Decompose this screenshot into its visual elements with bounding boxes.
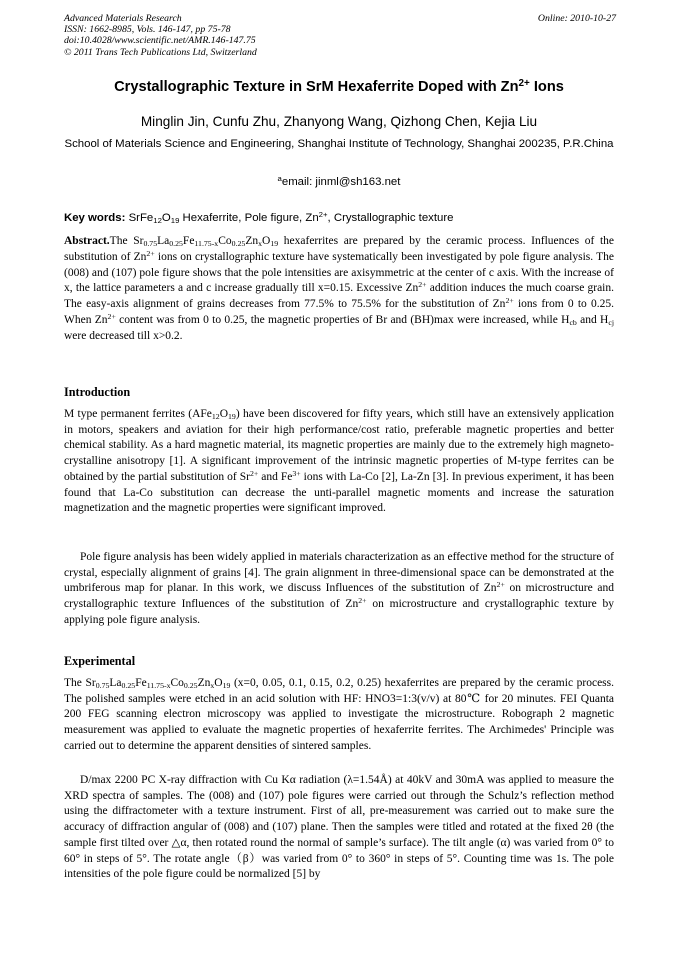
experimental-paragraph-2: D/max 2200 PC X-ray diffraction with Cu Kα radiation (λ=1.54Å) at 40kV and 30mA was applied to measure the XRD spectra of samples. The (008) and (107) pole figures were carried out through the Schulz’s reflection method using the diffractometer with a texture instrument. First of all, pre-measurement was carried out to make sure the accuracy of diffraction angular of (008) and (107) plane. Then the samples were titled and rotated at the fixed 2θ (the sample first tilted over △α, then rotated round the normal of sample’s surface). The tilt angle (α) was varied from 0° to 60° in steps of 5°. The rotate angle（β）was varied from 0° to 360° in steps of 5°. Counting time was 1s. The pole intensities of the pole figure could be normalized [5] by xyxy=(64,774,614,881)
author: Qizhong Chen xyxy=(390,114,478,129)
experimental-paragraph-1: The $Sr_{0.75}La_{0.25}Fe_{11.75-x}Co_{0.25}Zn_xO_{19}$ (x=0, 0.05, 0.1, 0.15, 0.2, 0.25) hexaferrites are prepared by the ceramic process. The polished samples were etched in an acid solution with HF: HNO3=1:3(v/v) at 80℃ for 20 minutes. FEI Quanta 200 FEG scanning electron microscopy was applied to investigate the microstructure. Robograph 2 magnetic measurement was applied to evaluate the magnetic properties of hexaferrite ferrites. The Archimedes' Principle was carried out to determine the apparent densities of sintered samples. xyxy=(64,677,614,752)
affiliation: School of Materials Science and Engineering, Shanghai Institute of Technology, Shanghai 200235, P.R.China xyxy=(64,138,614,150)
author: Minglin Jin xyxy=(140,114,206,129)
online-date: Online: 2010-10-27 xyxy=(537,13,616,24)
copyright-line: © 2011 Trans Tech Publications Ltd, Switzerland xyxy=(64,46,257,58)
author: Kejia Liu xyxy=(484,114,538,129)
introduction-paragraph-1: M type permanent ferrites $(AFe_{12}O_{19})$ have been discovered for fifty years, which still have an extensively application in motors, speakers and aviation for their high performance/cost ratio, preferable magnetic properties and better chemical stability. As a hard magnetic material, its magnetic properties are mainly due to the extremely high magneto-crystalline anisotropy [1]. A significant improvement of the intrinsic magnetic properties of M-type ferrites can be obtained by the partial substitution of $Sr^{2+}$ and $Fe^{3+}$ ions with La-Co [2], La-Zn [3]. In previous experiment, it has been found that La-Co substitution can decrease the unti-parallel magnetic moments and increase the saturation magnetization and the magnetic properties were significant improved. xyxy=(64,408,614,515)
author-list: Minglin Jin, Cunfu Zhu, Zhanyong Wang, Qizhong Chen, Kejia Liu xyxy=(140,114,538,129)
journal-name: Advanced Materials Research xyxy=(64,13,182,24)
doi-line: doi:10.4028/www.scientific.net/AMR.146-147.75 xyxy=(64,35,256,47)
introduction-paragraph-2: Pole figure analysis has been widely applied in materials characterization as an effective method for the structure of crystal, especially alignment of grains [4]. The grain alignment in three-dimensional space can be demonstrated at the umbriferous map for planar. In this work, we discuss Influences of the substitution of $Zn^{2+}$ on microstructure and crystallographic texture Influences of the substitution of $Zn^{2+}$ on microstructure and crystallographic texture by applying pole figure analysis. xyxy=(64,551,615,626)
introduction-heading: Introduction xyxy=(64,385,131,399)
abstract: Abstract.The $Sr_{0.75}La_{0.25}Fe_{11.75-x}Co_{0.25}Zn_xO_{19}$ hexaferrites are prepared by the ceramic process. Influences of the substitution of $Zn^{2+}$ ions on crystallographic texture have systematically been investigated by pole figure analysis. The (008) and (107) pole figure shows that the pole intensities are axisymmetric at the center of c axis. With the increase of x, the lattice parameters a and c increase gradually till x=0.15. Excessive $Zn^{2+}$ addition induces the much coarse grain. The easy-axis alignment of grains decreases from 77.5% to 75.5% for the substitution of $Zn^{2+}$ ions from 0 to 0.25. When $Zn^{2+}$ content was from 0 to 0.25, the magnetic properties of Br and (BH)max were increased, while $H_{cb}$ and $H_{cj}$ were decreased till x>0.2. xyxy=(64,235,615,342)
author-email: $^a$email: jinml@sh163.net xyxy=(277,173,401,188)
journal-header xyxy=(64,13,257,58)
author: Zhanyong Wang xyxy=(283,114,383,129)
email-address: jinml@sh163.net xyxy=(315,176,401,188)
author: Cunfu Zhu xyxy=(212,114,277,129)
paper-title: Crystallographic Texture in SrM Hexaferrite Doped with $Zn^{2+}$ Ions xyxy=(114,77,564,95)
issn-line: ISSN: 1662-8985, Vols. 146-147, pp 75-78 xyxy=(64,24,231,36)
keywords-label: Key words: xyxy=(64,212,126,224)
keywords: Key words: $SrFe_{12}O_{19}$ Hexaferrite, Pole figure, $Zn^{2+}$, Crystallographic texture xyxy=(64,209,454,225)
abstract-label: Abstract. xyxy=(64,235,110,247)
experimental-heading: Experimental xyxy=(64,654,136,668)
